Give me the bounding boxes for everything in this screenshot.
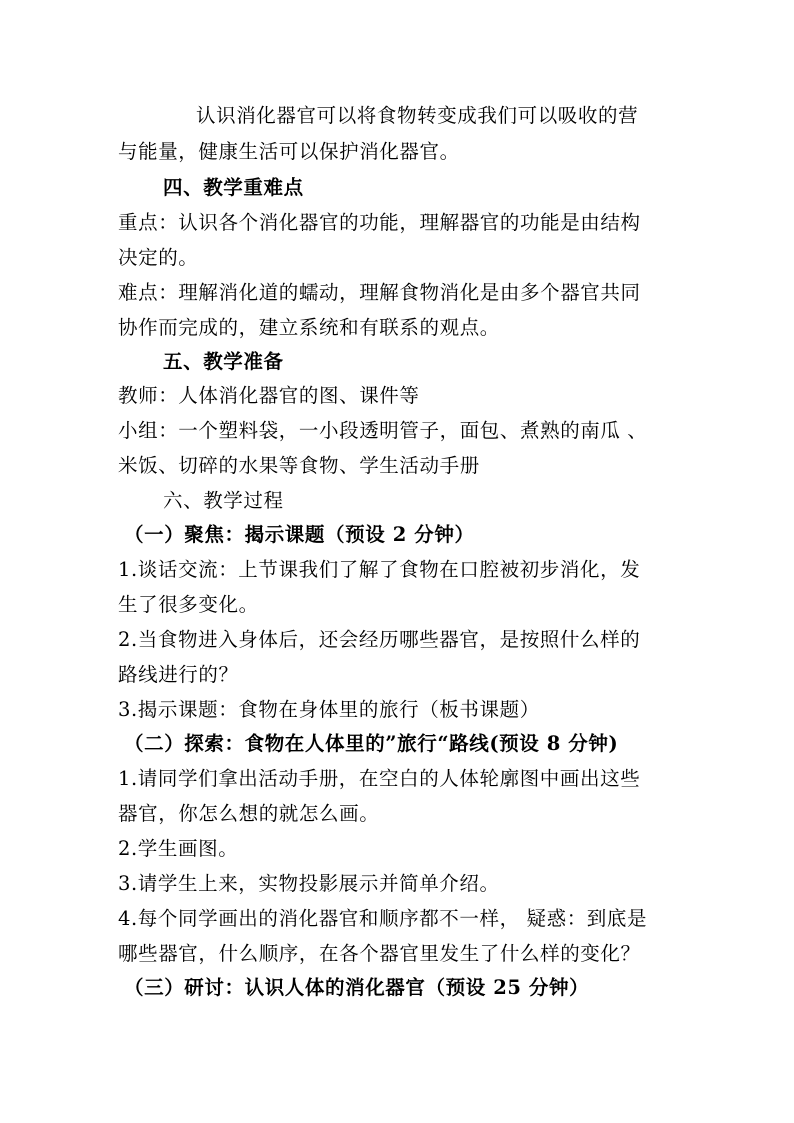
section-5-heading: 五、教学准备	[163, 350, 284, 373]
group-prep-line-2: 米饭、切碎的水果等食物、学生活动手册	[118, 454, 480, 477]
part-3-heading: （三）研讨：认识人体的消化器官（预设 25 分钟）	[124, 976, 590, 999]
part-1-item-2-line-2: 路线进行的？	[118, 663, 239, 686]
key-point-line-2: 决定的。	[118, 246, 199, 269]
part-2-item-2: 2.学生画图。	[118, 837, 239, 860]
part-2-item-1-line-2: 器官，你怎么想的就怎么画。	[118, 802, 380, 825]
part-2-item-4-line-1: 4.每个同学画出的消化器官和顺序都不一样， 疑惑：到底是	[118, 907, 648, 930]
teacher-prep: 教师：人体消化器官的图、课件等	[118, 384, 420, 407]
key-point-line-1: 重点：认识各个消化器官的功能，理解器官的功能是由结构	[118, 211, 641, 234]
part-1-item-1-line-2: 生了很多变化。	[118, 593, 259, 616]
part-1-item-2-line-1: 2.当食物进入身体后，还会经历哪些器官，是按照什么样的	[118, 628, 641, 651]
part-2-item-3: 3.请学生上来，实物投影展示并简单介绍。	[118, 872, 500, 895]
part-1-item-3: 3.揭示课题：食物在身体里的旅行（板书课题）	[118, 698, 540, 721]
section-4-heading: 四、教学重难点	[163, 176, 304, 199]
part-1-item-1-line-1: 1.谈话交流：上节课我们了解了食物在口腔被初步消化，发	[118, 558, 641, 581]
part-1-heading: （一）聚焦：揭示课题（预设 2 分钟）	[124, 523, 475, 546]
part-2-item-1-line-1: 1.请同学们拿出活动手册，在空白的人体轮廓图中画出这些	[118, 767, 641, 790]
difficult-point-line-1: 难点：理解消化道的蠕动，理解食物消化是由多个器官共同	[118, 281, 641, 304]
section-6-heading: 六、教学过程	[163, 489, 284, 512]
part-2-heading: （二）探索：食物在人体里的”旅行“路线(预设 8 分钟)	[124, 732, 619, 755]
difficult-point-line-2: 协作而完成的，建立系统和有联系的观点。	[118, 316, 500, 339]
part-2-item-4-line-2: 哪些器官，什么顺序，在各个器官里发生了什么样的变化？	[118, 942, 641, 965]
group-prep-line-1: 小组：一个塑料袋，一小段透明管子，面包、煮熟的南瓜 、	[118, 419, 648, 442]
goal-line-1: 认识消化器官可以将食物转变成我们可以吸收的营	[196, 104, 639, 127]
goal-line-2: 与能量，健康生活可以保护消化器官。	[118, 140, 460, 163]
